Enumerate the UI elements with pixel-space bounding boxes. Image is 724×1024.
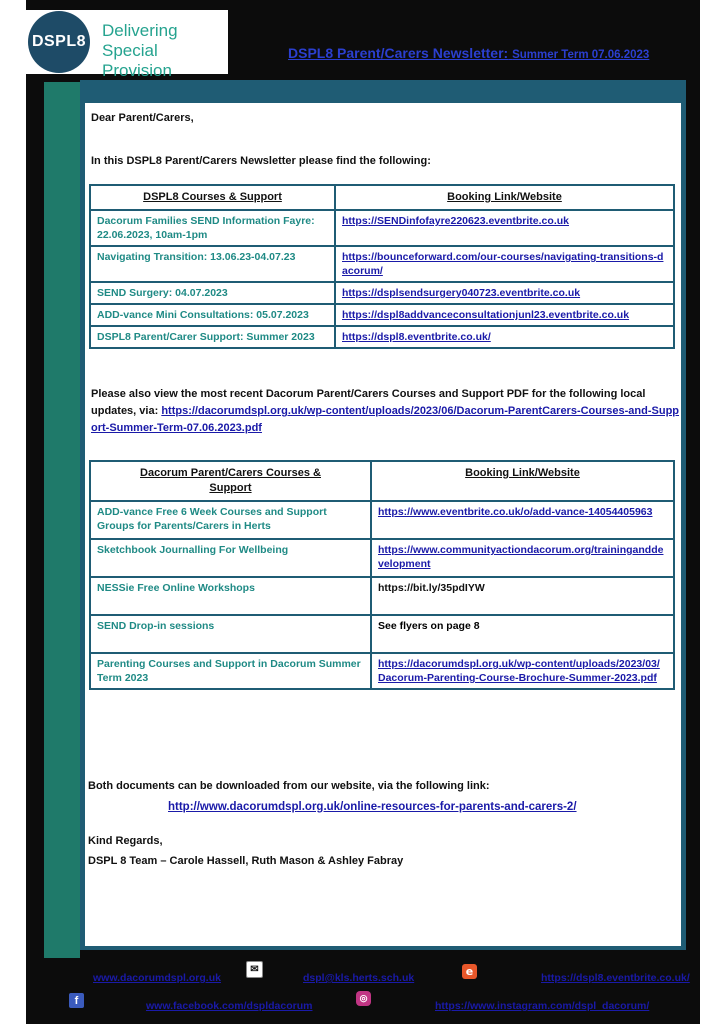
booking-link[interactable]: https://SENDinfofayre220623.eventbrite.co.uk <box>342 215 569 227</box>
course-name: Parenting Courses and Support in Dacorum Summer Term 2023 <box>90 653 371 689</box>
course-name: ADD-vance Mini Consultations: 05.07.2023 <box>90 304 335 326</box>
logo-badge: DSPL8 <box>28 11 90 73</box>
booking-link[interactable]: https://www.eventbrite.co.uk/o/add-vance-14054405963 <box>378 506 653 518</box>
booking-link[interactable]: https://bit.ly/35pdIYW <box>378 582 485 594</box>
courses-pdf-link[interactable]: https://dacorumdspl.org.uk/wp-content/uploads/2023/06/Dacorum-ParentCarers-Courses-and-Support-Summer-Term-07.06.2023.pdf <box>91 405 680 434</box>
teal-accent-bar <box>44 82 80 958</box>
website-resources-link[interactable]: http://www.dacorumdspl.org.uk/online-resources-for-parents-and-carers-2/ <box>168 801 577 813</box>
also-view-paragraph <box>91 386 679 437</box>
booking-link[interactable]: https://www.communityactiondacorum.org/traininganddevelopment <box>378 544 664 570</box>
logo-line-2: Provision <box>102 61 172 80</box>
newsletter-title-date: Summer Term 07.06.2023 <box>512 49 650 61</box>
table-row <box>90 577 674 615</box>
footer-facebook-link[interactable]: www.facebook.com/dspldacorum <box>146 1000 313 1012</box>
column-header-links: Booking Link/Website <box>371 461 674 501</box>
website-resources-link-wrap <box>168 801 577 813</box>
course-name: SEND Surgery: 04.07.2023 <box>90 282 335 304</box>
table-row <box>90 304 674 326</box>
course-name: DSPL8 Parent/Carer Support: Summer 2023 <box>90 326 335 348</box>
kind-regards: Kind Regards, <box>88 835 163 847</box>
footer-website-link[interactable]: www.dacorumdspl.org.uk <box>93 972 221 984</box>
booking-link[interactable]: https://dspl8addvanceconsultationjunl23.eventbrite.co.uk <box>342 309 630 321</box>
table-row <box>90 615 674 653</box>
newsletter-title <box>288 45 649 61</box>
dspl8-courses-table <box>89 184 675 349</box>
course-name: Navigating Transition: 13.06.23-04.07.23 <box>90 246 335 282</box>
table-row <box>90 539 674 577</box>
course-name: ADD-vance Free 6 Week Courses and Support Groups for Parents/Carers in Herts <box>90 501 371 539</box>
course-name: NESSie Free Online Workshops <box>90 577 371 615</box>
table-header-row <box>90 185 674 210</box>
also-view-text: Please also view the most recent Dacorum Parent/Carers Courses and Support PDF for the following local updates, via: <box>91 388 646 417</box>
footer-eventbrite-link[interactable]: https://dspl8.eventbrite.co.uk/ <box>541 972 690 984</box>
booking-link[interactable]: https://dsplsendsurgery040723.eventbrite.co.uk <box>342 287 581 299</box>
download-text: Both documents can be downloaded from our website, via the following link: <box>88 780 490 792</box>
signoff: DSPL 8 Team – Carole Hassell, Ruth Mason & Ashley Fabray <box>88 855 404 867</box>
newsletter-title-main: DSPL8 Parent/Carers Newsletter: <box>288 45 509 61</box>
table-header-row <box>90 461 674 501</box>
table-row <box>90 653 674 689</box>
column-header-links: Booking Link/Website <box>335 185 674 210</box>
course-name: SEND Drop-in sessions <box>90 615 371 653</box>
course-name: Sketchbook Journalling For Wellbeing <box>90 539 371 577</box>
table-row <box>90 210 674 246</box>
intro-text: In this DSPL8 Parent/Carers Newsletter please find the following: <box>91 155 431 167</box>
logo-line-1: Delivering Special <box>102 21 178 60</box>
table-row <box>90 282 674 304</box>
facebook-icon: f <box>69 993 84 1008</box>
table-row <box>90 246 674 282</box>
instagram-icon: ◎ <box>356 991 371 1006</box>
dacorum-courses-table <box>89 460 675 690</box>
logo <box>26 10 228 80</box>
table-row <box>90 501 674 539</box>
booking-link[interactable]: https://dspl8.eventbrite.co.uk/ <box>342 331 491 343</box>
footer-instagram-link[interactable]: https://www.instagram.com/dspl_dacorum/ <box>435 1000 650 1012</box>
table-row <box>90 326 674 348</box>
greeting: Dear Parent/Carers, <box>91 112 194 124</box>
booking-link[interactable]: https://bounceforward.com/our-courses/navigating-transitions-dacorum/ <box>342 251 664 277</box>
email-icon: ✉ <box>246 961 263 978</box>
eventbrite-icon: e <box>462 964 477 979</box>
booking-link[interactable]: https://dacorumdspl.org.uk/wp-content/uploads/2023/03/Dacorum-Parenting-Course-Brochure-Summer-2023.pdf <box>378 658 660 684</box>
column-header-courses: DSPL8 Courses & Support <box>90 185 335 210</box>
flyer-note: See flyers on page 8 <box>371 615 674 653</box>
column-header-courses: Dacorum Parent/Carers Courses & Support <box>90 461 371 501</box>
footer-email-link[interactable]: dspl@kls.herts.sch.uk <box>303 972 415 984</box>
course-name: Dacorum Families SEND Information Fayre: 22.06.2023, 10am-1pm <box>90 210 335 246</box>
